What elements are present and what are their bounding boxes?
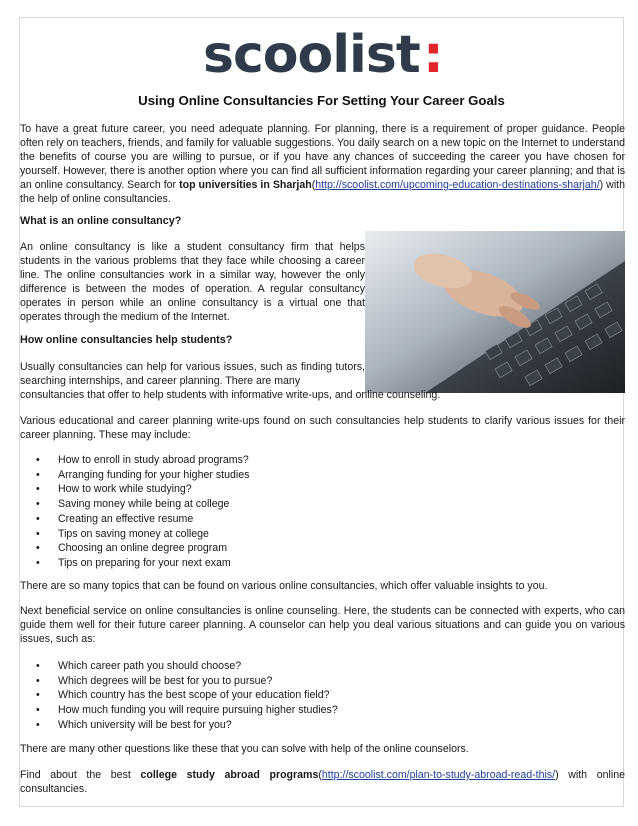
final-pre: Find about the best (20, 769, 131, 781)
paragraph-topics: There are so many topics that can be found on various online consultancies, which offer valuable insights to you. (20, 580, 548, 592)
logo-graphic (201, 22, 457, 84)
paragraph-writeups: Various educational and career planning write-ups found on such consultancies help students to clarify various issues for their career planning. These may include: (20, 415, 625, 441)
keyboard-photo (365, 231, 625, 393)
document-page (19, 17, 624, 807)
list-item: • How to work while studying? (20, 482, 249, 497)
list-item: • How much funding you will require pursuing higher studies? (20, 703, 338, 718)
list-item: • Which career path you should choose? (20, 659, 338, 674)
paragraph-final (20, 768, 625, 796)
list-item: • Tips on saving money at college (20, 527, 249, 542)
keyboard-image (365, 231, 625, 393)
list-item: • Tips on preparing for your next exam (20, 556, 249, 571)
paragraph-how-help-b: consultancies that offer to help students with informative write-ups, and online counseling. (20, 389, 441, 401)
list-item: • Which university will be best for you? (20, 718, 338, 733)
writeup-topics-list (20, 453, 249, 571)
list-item: • Which country has the best scope of your education field? (20, 688, 338, 703)
study-abroad-link[interactable]: http://scoolist.com/plan-to-study-abroad-read-this/ (321, 769, 556, 781)
list-item: • Saving money while being at college (20, 497, 249, 512)
list-item: • Creating an effective resume (20, 512, 249, 527)
list-item: • How to enroll in study abroad programs? (20, 453, 249, 468)
paragraph-counseling: Next beneficial service on online consultancies is online counseling. Here, the students can be connected with experts, who can guide them well for their future career planning. A counselor can help you deal various situations and can guide you on various issues, such as: (20, 605, 625, 645)
article-title: Using Online Consultancies For Setting Your Career Goals (138, 93, 505, 108)
logo-colon-mark: : (423, 25, 444, 84)
heading-how-help: How online consultancies help students? (20, 334, 233, 346)
counseling-questions-list (20, 659, 338, 733)
logo-wordmark: scoolist (203, 25, 420, 84)
intro-paren: ( (311, 179, 316, 191)
final-tail: ) with online consultancies. (20, 769, 625, 795)
intro-tail: ) with the help of online consultancies. (20, 179, 626, 205)
paragraph-other-questions: There are many other questions like these that you can solve with help of the online counselors. (20, 743, 469, 755)
intro-bold-keyword: top universities in Sharjah (179, 179, 312, 191)
paragraph-how-help-a: Usually consultancies can help for various issues, such as finding tutors, searching internships, and career planning. There are many (20, 361, 365, 387)
sharjah-link[interactable]: http://scoolist.com/upcoming-education-destinations-sharjah/ (315, 179, 600, 191)
paragraph-what-is: An online consultancy is like a student consultancy firm that helps students in the various problems that they face while choosing a career line. The online consultancies work in a similar way, however the only difference is between the modes of operation. A regular consultancy operates in person while an online consultancy is a virtual one that operates through the medium of the Internet. (20, 241, 365, 323)
intro-paragraph (20, 122, 625, 206)
list-item: • Choosing an online degree program (20, 541, 249, 556)
list-item: • Arranging funding for your higher studies (20, 468, 249, 483)
scoolist-logo (201, 22, 457, 84)
list-item: • Which degrees will be best for you to pursue? (20, 674, 338, 689)
final-paren: ( (318, 769, 322, 781)
final-bold-keyword: college study abroad programs (140, 769, 319, 781)
heading-what-is: What is an online consultancy? (20, 215, 182, 227)
intro-text: To have a great future career, you need adequate planning. For planning, there is a requirement of proper guidance. People often rely on teachers, friends, and family for valuable suggestions. You daily search on a new topic on the Internet to understand the benefits of course you are willing to pursue, or if you have any chances of succeeding the career you have chosen for yourself. However, there is another option where you can find all sufficient information regarding your career planning; and that is an online consultancy. Search for (20, 123, 625, 191)
